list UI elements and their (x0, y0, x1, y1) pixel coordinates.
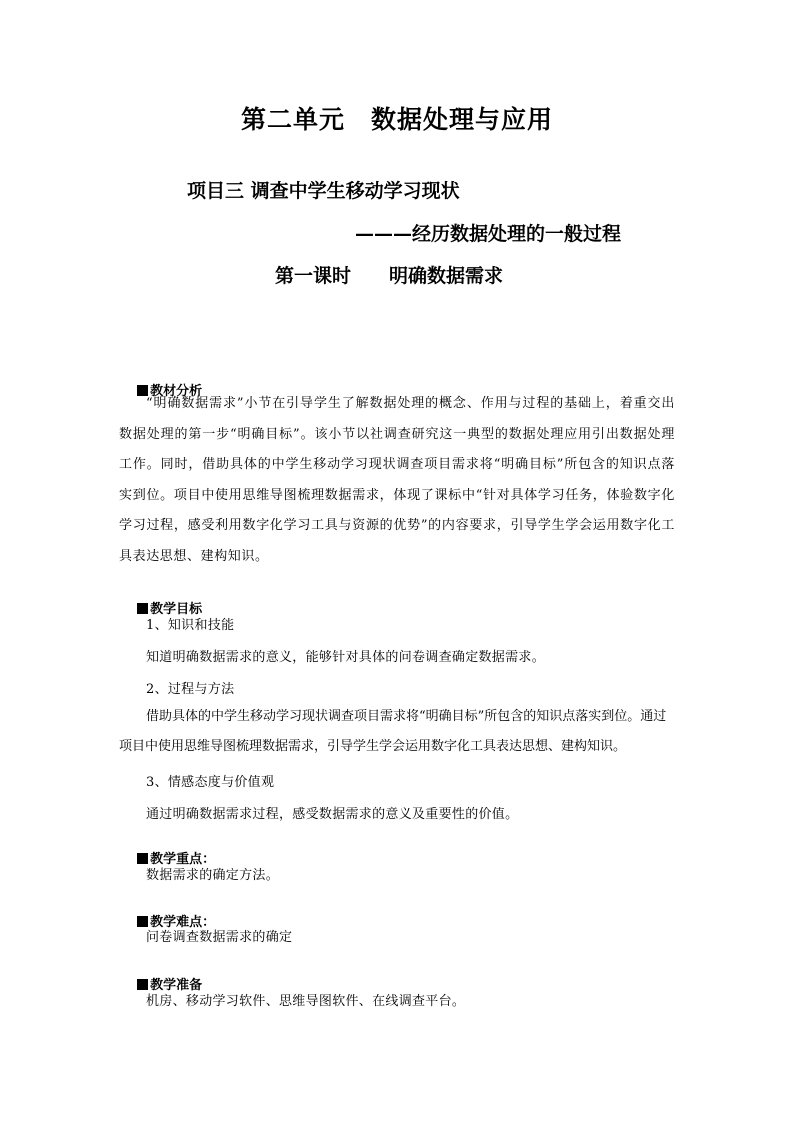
goal-item-text: 知道明确数据需求的意义，能够针对具体的问卷调查确定数据需求。 (146, 650, 546, 665)
goal-item-label: 2、过程与方法 (146, 682, 235, 697)
preparation-text: 机房、移动学习软件、思维导图软件、在线调查平台。 (146, 994, 466, 1009)
section-heading-label: 教学难点： (150, 915, 216, 930)
unit-title: 第二单元 数据处理与应用 (240, 105, 553, 134)
goal-item-label: 1、知识和技能 (146, 618, 235, 633)
goal-item-text: 通过明确数据需求过程，感受数据需求的意义及重要性的价值。 (146, 807, 519, 822)
square-bullet-icon (137, 979, 148, 990)
section-heading-label: 教学准备 (150, 978, 203, 993)
difficulties-text: 问卷调查数据需求的确定 (146, 930, 293, 945)
section-heading-label: 教材分析 (150, 384, 203, 399)
goal-item-text: 借助具体的中学生移动学习现状调查项目需求将“明确目标”所包含的知识点落实到位。通过项目中使用思维导图梳理数据需求，引导学生学会运用数字化工具表达思想、建构知识。 (119, 709, 667, 754)
lesson-title: 第一课时 明确数据需求 (275, 265, 504, 287)
goal-item-label: 3、情感态度与价值观 (146, 775, 275, 790)
section-heading-label: 教学目标 (150, 602, 203, 617)
key-points-text: 数据需求的确定方法。 (146, 868, 280, 883)
material-analysis-paragraph: “明确数据需求”小节在引导学生了解数据处理的概念、作用与过程的基础上，着重交出数据处理的第一步“明确目标”。该小节以社调查研究这一典型的数据处理应用引出数据处理工作。同时，借助具体的中学生移动学习现状调查项目需求将“明确目标”所包含的知识点落实到位。项目中使用思维导图梳理数据需求，体现了课标中“针对具体学习任务，体验数字化学习过程，感受利用数字化学习工具与资源的优势”的内容要求，引导学生学会运用数字化工具表达思想、建构知识。 (119, 396, 675, 564)
project-title: 项目三 调查中学生移动学习现状 (187, 180, 460, 202)
square-bullet-icon (137, 603, 148, 614)
section-heading-label: 教学重点： (150, 852, 216, 867)
project-subtitle: ———经历数据处理的一般过程 (355, 223, 622, 245)
square-bullet-icon (137, 853, 148, 864)
